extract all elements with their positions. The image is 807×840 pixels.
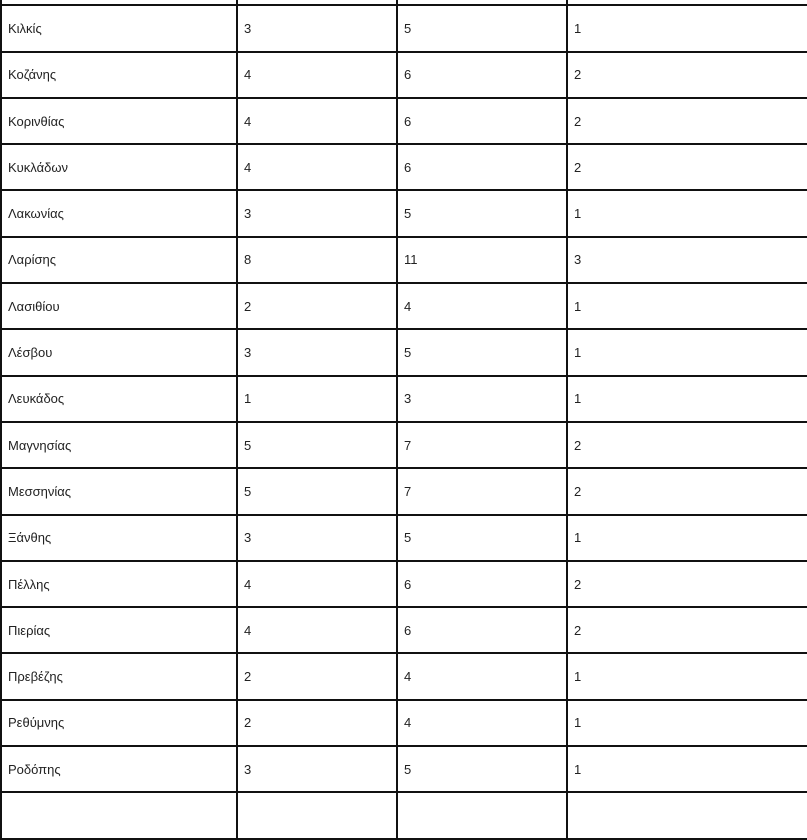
cell-empty [567,792,807,838]
table-row [1,376,807,422]
value-col-4-cell: 2 [567,98,807,144]
value-col-2-cell: 5 [237,422,397,468]
prefecture-name-cell: Ξάνθης [1,515,237,561]
value-col-2-cell: 4 [237,561,397,607]
value-col-2-cell: 2 [237,700,397,746]
value-col-3-cell: 4 [397,653,567,699]
table-row [1,190,807,236]
prefecture-name-cell: Λαρίσης [1,237,237,283]
table-row-partial-bottom [1,792,807,838]
prefecture-name-cell: Πέλλης [1,561,237,607]
cell-empty [1,792,237,838]
table-row [1,700,807,746]
table-row [1,144,807,190]
value-col-2-cell: 4 [237,98,397,144]
value-col-4-cell: 1 [567,283,807,329]
value-col-3-cell: 6 [397,98,567,144]
value-col-4-cell: 2 [567,561,807,607]
table-row [1,468,807,514]
table-row [1,561,807,607]
value-col-3-cell: 7 [397,468,567,514]
value-col-3-cell: 5 [397,190,567,236]
value-col-2-cell: 2 [237,283,397,329]
value-col-3-cell: 6 [397,144,567,190]
table-row [1,607,807,653]
value-col-2-cell: 3 [237,5,397,51]
table-row [1,515,807,561]
table-row [1,283,807,329]
value-col-3-cell: 3 [397,376,567,422]
value-col-2-cell: 1 [237,376,397,422]
prefecture-name-cell: Πιερίας [1,607,237,653]
prefecture-name-cell: Ροδόπης [1,746,237,792]
value-col-2-cell: 3 [237,190,397,236]
value-col-2-cell: 5 [237,468,397,514]
value-col-4-cell: 1 [567,653,807,699]
value-col-4-cell: 1 [567,515,807,561]
value-col-4-cell: 1 [567,700,807,746]
table-row [1,746,807,792]
prefecture-name-cell: Πρεβέζης [1,653,237,699]
table-row [1,5,807,51]
value-col-4-cell: 1 [567,376,807,422]
cell-empty [397,792,567,838]
prefecture-name-cell: Λευκάδος [1,376,237,422]
prefecture-name-cell: Ρεθύμνης [1,700,237,746]
value-col-2-cell: 4 [237,52,397,98]
value-col-3-cell: 5 [397,515,567,561]
value-col-4-cell: 2 [567,607,807,653]
value-col-2-cell: 3 [237,746,397,792]
value-col-3-cell: 11 [397,237,567,283]
value-col-4-cell: 3 [567,237,807,283]
table-row [1,237,807,283]
prefecture-name-cell: Κυκλάδων [1,144,237,190]
prefecture-name-cell: Μεσσηνίας [1,468,237,514]
table-row [1,98,807,144]
value-col-2-cell: 4 [237,607,397,653]
value-col-2-cell: 3 [237,515,397,561]
prefecture-name-cell: Λακωνίας [1,190,237,236]
value-col-3-cell: 6 [397,561,567,607]
table-row [1,422,807,468]
value-col-4-cell: 2 [567,52,807,98]
table-row [1,653,807,699]
value-col-2-cell: 4 [237,144,397,190]
prefecture-name-cell: Μαγνησίας [1,422,237,468]
value-col-2-cell: 8 [237,237,397,283]
value-col-4-cell: 1 [567,5,807,51]
value-col-4-cell: 2 [567,144,807,190]
value-col-3-cell: 4 [397,283,567,329]
value-col-3-cell: 5 [397,329,567,375]
table-body [1,0,807,839]
table-row [1,329,807,375]
prefecture-name-cell: Λέσβου [1,329,237,375]
value-col-3-cell: 6 [397,607,567,653]
value-col-4-cell: 1 [567,329,807,375]
prefecture-name-cell: Κοζάνης [1,52,237,98]
value-col-3-cell: 7 [397,422,567,468]
value-col-3-cell: 4 [397,700,567,746]
value-col-3-cell: 6 [397,52,567,98]
prefecture-name-cell: Κιλκίς [1,5,237,51]
value-col-2-cell: 2 [237,653,397,699]
value-col-4-cell: 1 [567,190,807,236]
cell-empty [237,792,397,838]
table-row [1,52,807,98]
value-col-4-cell: 1 [567,746,807,792]
value-col-4-cell: 2 [567,422,807,468]
value-col-3-cell: 5 [397,5,567,51]
prefecture-name-cell: Λασιθίου [1,283,237,329]
value-col-4-cell: 2 [567,468,807,514]
prefecture-name-cell: Κορινθίας [1,98,237,144]
value-col-2-cell: 3 [237,329,397,375]
value-col-3-cell: 5 [397,746,567,792]
